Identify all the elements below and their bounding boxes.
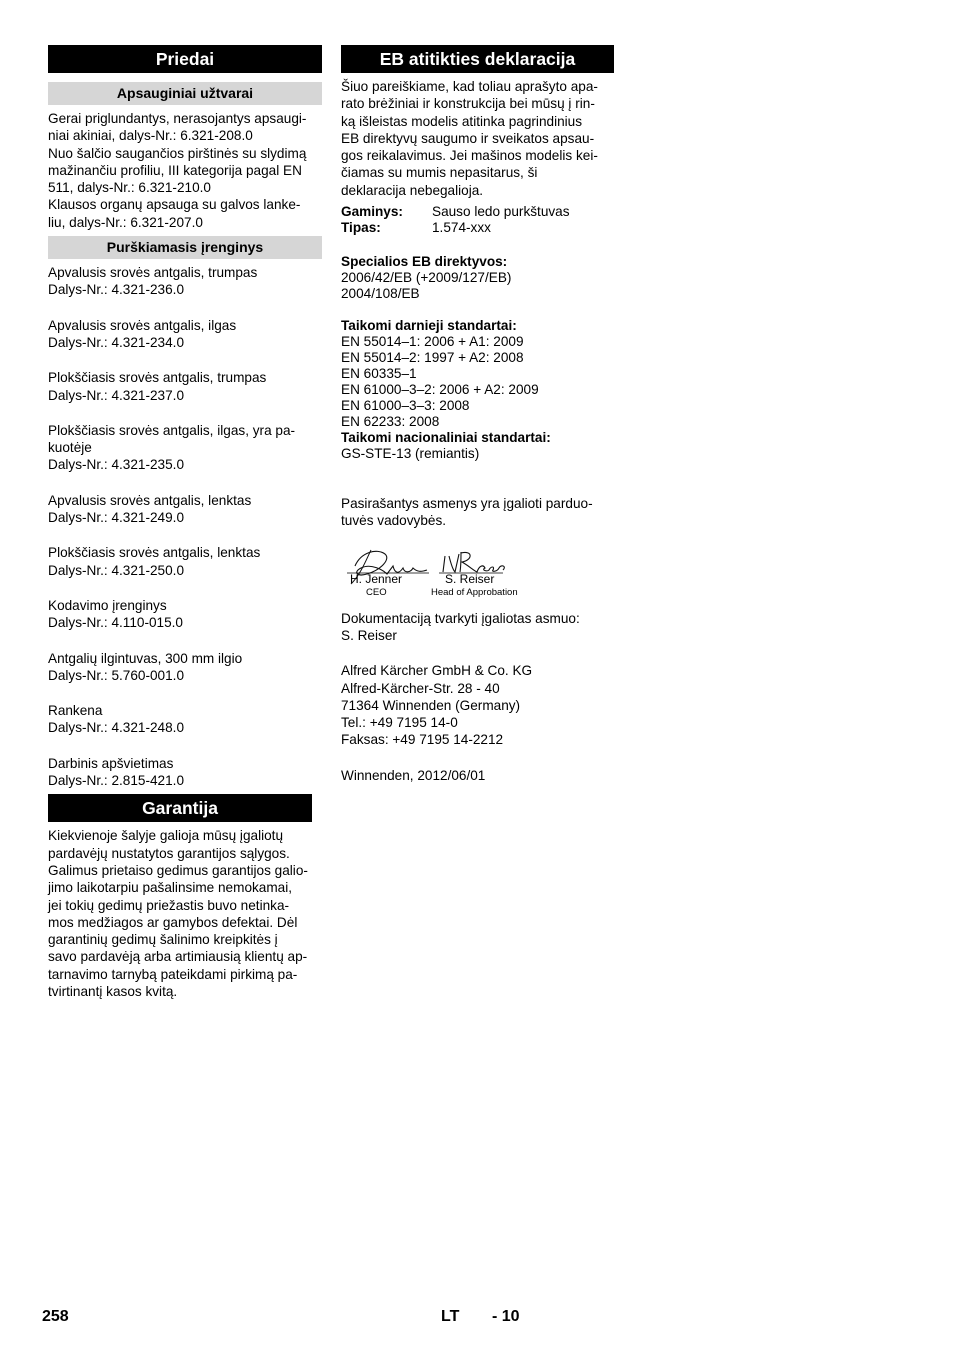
spray-device-heading: Purškiamasis įrenginys xyxy=(48,236,322,259)
text-line: Kiekvienoje šalyje galioja mūsų įgaliotų xyxy=(48,828,284,844)
text-line: Faksas: +49 7195 14-2212 xyxy=(341,732,504,748)
type-value: 1.574-xxx xyxy=(432,220,491,236)
text-line: 71364 Winnenden (Germany) xyxy=(341,697,521,713)
declaration-heading: EB atitikties deklaracija xyxy=(341,45,614,73)
text-line: Klausos organų apsauga su galvos lanke- xyxy=(48,197,301,213)
item-part-number: Dalys-Nr.: 4.321-236.0 xyxy=(48,282,185,298)
text-line: pardavėjų nustatytos garantijos sąlygos. xyxy=(48,845,290,861)
text-line: garantinių gedimų šalinimo kreipkitės į xyxy=(48,932,278,948)
text-line: Alfred-Kärcher-Str. 28 - 40 xyxy=(341,680,500,696)
directive-item: 2004/108/EB xyxy=(341,286,420,302)
item-name: Antgalių ilgintuvas, 300 mm ilgio xyxy=(48,650,243,666)
standard-item: EN 55014–2: 1997 + A2: 2008 xyxy=(341,350,524,366)
language-code: LT xyxy=(441,1308,460,1325)
text-line: Galimus prietaiso gedimus garantijos galio- xyxy=(48,862,308,878)
text-line: Pasirašantys asmenys yra įgalioti parduo- xyxy=(341,496,593,512)
item-name: Plokščiasis srovės antgalis, ilgas, yra pa- xyxy=(48,422,296,438)
right-column xyxy=(341,45,614,784)
item-part-number: Dalys-Nr.: 4.321-237.0 xyxy=(48,387,185,403)
type-label: Tipas: xyxy=(341,220,381,236)
list-item xyxy=(48,650,322,685)
text-line: tvirtinantį kasos kvitą. xyxy=(48,983,178,999)
list-item xyxy=(48,317,322,352)
text-line: Nuo šalčio saugančios pirštinės su slydimą xyxy=(48,145,307,161)
sub-page-number: - 10 xyxy=(492,1308,520,1325)
accessories-heading: Priedai xyxy=(48,45,322,73)
text-line: Dokumentaciją tvarkyti įgaliotas asmuo: xyxy=(341,610,580,626)
national-standard-item: GS-STE-13 (remiantis) xyxy=(341,446,480,462)
directives-block xyxy=(341,254,614,302)
text-line: Alfred Kärcher GmbH & Co. KG xyxy=(341,663,533,679)
item-part-number: Dalys-Nr.: 4.321-249.0 xyxy=(48,510,185,526)
signer1-role: CEO xyxy=(366,586,387,598)
list-item xyxy=(48,755,322,790)
item-name: Plokščiasis srovės antgalis, lenktas xyxy=(48,545,261,561)
standard-item: EN 61000–3–3: 2008 xyxy=(341,398,470,414)
text-line: Tel.: +49 7195 14-0 xyxy=(341,715,458,731)
product-row xyxy=(341,204,614,220)
national-label: Taikomi nacionaliniai standartai: xyxy=(341,430,551,446)
item-part-number: Dalys-Nr.: 4.321-248.0 xyxy=(48,720,185,736)
list-item xyxy=(48,702,322,737)
item-part-number: Dalys-Nr.: 4.110-015.0 xyxy=(48,615,183,631)
left-column xyxy=(48,45,322,1000)
company-address xyxy=(341,662,614,748)
product-info xyxy=(341,204,614,236)
item-part-number: Dalys-Nr.: 2.815-421.0 xyxy=(48,773,185,789)
text-line: 511, dalys-Nr.: 6.321-210.0 xyxy=(48,180,211,196)
signatures-area xyxy=(341,544,614,604)
protective-equipment-heading: Apsauginiai užtvarai xyxy=(48,82,322,105)
item-name: Apvalusis srovės antgalis, trumpas xyxy=(48,265,258,281)
text-line: mažinančiu profiliu, III kategorija pagal EN xyxy=(48,162,302,178)
warranty-heading: Garantija xyxy=(48,794,312,822)
harmonized-label: Taikomi darnieji standartai: xyxy=(341,318,517,334)
standard-item: EN 62233: 2008 xyxy=(341,414,440,430)
harmonized-standards-block xyxy=(341,318,614,462)
text-line: tuvės vadovybės. xyxy=(341,513,447,529)
text-line: gos reikalavimus. Jei mašinos modelis kei- xyxy=(341,148,598,164)
directive-item: 2006/42/EB (+2009/127/EB) xyxy=(341,270,512,286)
product-label: Gaminys: xyxy=(341,204,403,220)
directives-label: Specialios EB direktyvos: xyxy=(341,254,508,270)
text-line: S. Reiser xyxy=(341,627,397,643)
signers-text xyxy=(341,495,614,530)
item-name: Darbinis apšvietimas xyxy=(48,755,174,771)
documentation-text xyxy=(341,610,614,645)
declaration-intro xyxy=(341,78,614,199)
signer2-role: Head of Approbation xyxy=(431,586,518,598)
item-name: Apvalusis srovės antgalis, lenktas xyxy=(48,492,252,508)
standard-item: EN 61000–3–2: 2006 + A2: 2009 xyxy=(341,382,539,398)
signer1-name: H. Jenner xyxy=(350,571,403,586)
text-line: tarnavimo tarnybą pateikdami pirkimą pa- xyxy=(48,966,298,982)
text-line: mos medžiagos ar gamybos defektai. Dėl xyxy=(48,914,298,930)
item-name: Plokščiasis srovės antgalis, trumpas xyxy=(48,370,267,386)
text-line: ką išleistas modelis atitinka pagrindinius xyxy=(341,113,583,129)
item-name: Kodavimo įrenginys xyxy=(48,597,167,613)
item-name: Apvalusis srovės antgalis, ilgas xyxy=(48,317,237,333)
list-item xyxy=(48,264,322,299)
list-item xyxy=(48,597,322,632)
text-line: rato brėžiniai ir konstrukcija bei mūsų į rin- xyxy=(341,96,595,112)
text-line: čiamas su mumis nepasitarus, ši xyxy=(341,165,538,181)
place-date: Winnenden, 2012/06/01 xyxy=(341,767,486,783)
type-row xyxy=(341,220,614,236)
product-value: Sauso ledo purkštuvas xyxy=(432,204,570,220)
list-item xyxy=(48,544,322,579)
spray-device-list xyxy=(48,264,322,789)
text-line: Šiuo pareiškiame, kad toliau aprašyto apa- xyxy=(341,79,598,94)
signer2-name: S. Reiser xyxy=(445,571,495,586)
item-part-number: Dalys-Nr.: 5.760-001.0 xyxy=(48,667,185,683)
standard-item: EN 60335–1 xyxy=(341,366,417,382)
text-line: Gerai priglundantys, nerasojantys apsaugi- xyxy=(48,111,307,126)
text-line: EB direktyvų saugumo ir sveikatos apsau- xyxy=(341,130,595,146)
text-line: niai akiniai, dalys-Nr.: 6.321-208.0 xyxy=(48,128,253,144)
signature-reiser xyxy=(443,552,504,572)
list-item xyxy=(48,492,322,527)
text-line: jimo laikotarpiu pašalinsime nemokamai, xyxy=(48,880,293,896)
protective-equipment-text xyxy=(48,110,322,231)
list-item xyxy=(48,422,322,474)
item-part-number: Dalys-Nr.: 4.321-235.0 xyxy=(48,457,185,473)
item-part-number: Dalys-Nr.: 4.321-234.0 xyxy=(48,334,185,350)
standard-item: EN 55014–1: 2006 + A1: 2009 xyxy=(341,334,524,350)
warranty-text xyxy=(48,827,322,1000)
text-line: savo pardavėją arba artimiausią klientų ap- xyxy=(48,949,308,965)
page-number: 258 xyxy=(42,1308,69,1325)
text-line: deklaracija nebegalioja. xyxy=(341,182,484,198)
text-line: jei tokių gedimų priežastis buvo netinka- xyxy=(48,897,290,913)
text-line: liu, dalys-Nr.: 6.321-207.0 xyxy=(48,214,203,230)
list-item xyxy=(48,369,322,404)
item-part-number: Dalys-Nr.: 4.321-250.0 xyxy=(48,562,185,578)
item-name-continued: kuotėje xyxy=(48,440,92,456)
item-name: Rankena xyxy=(48,703,103,719)
